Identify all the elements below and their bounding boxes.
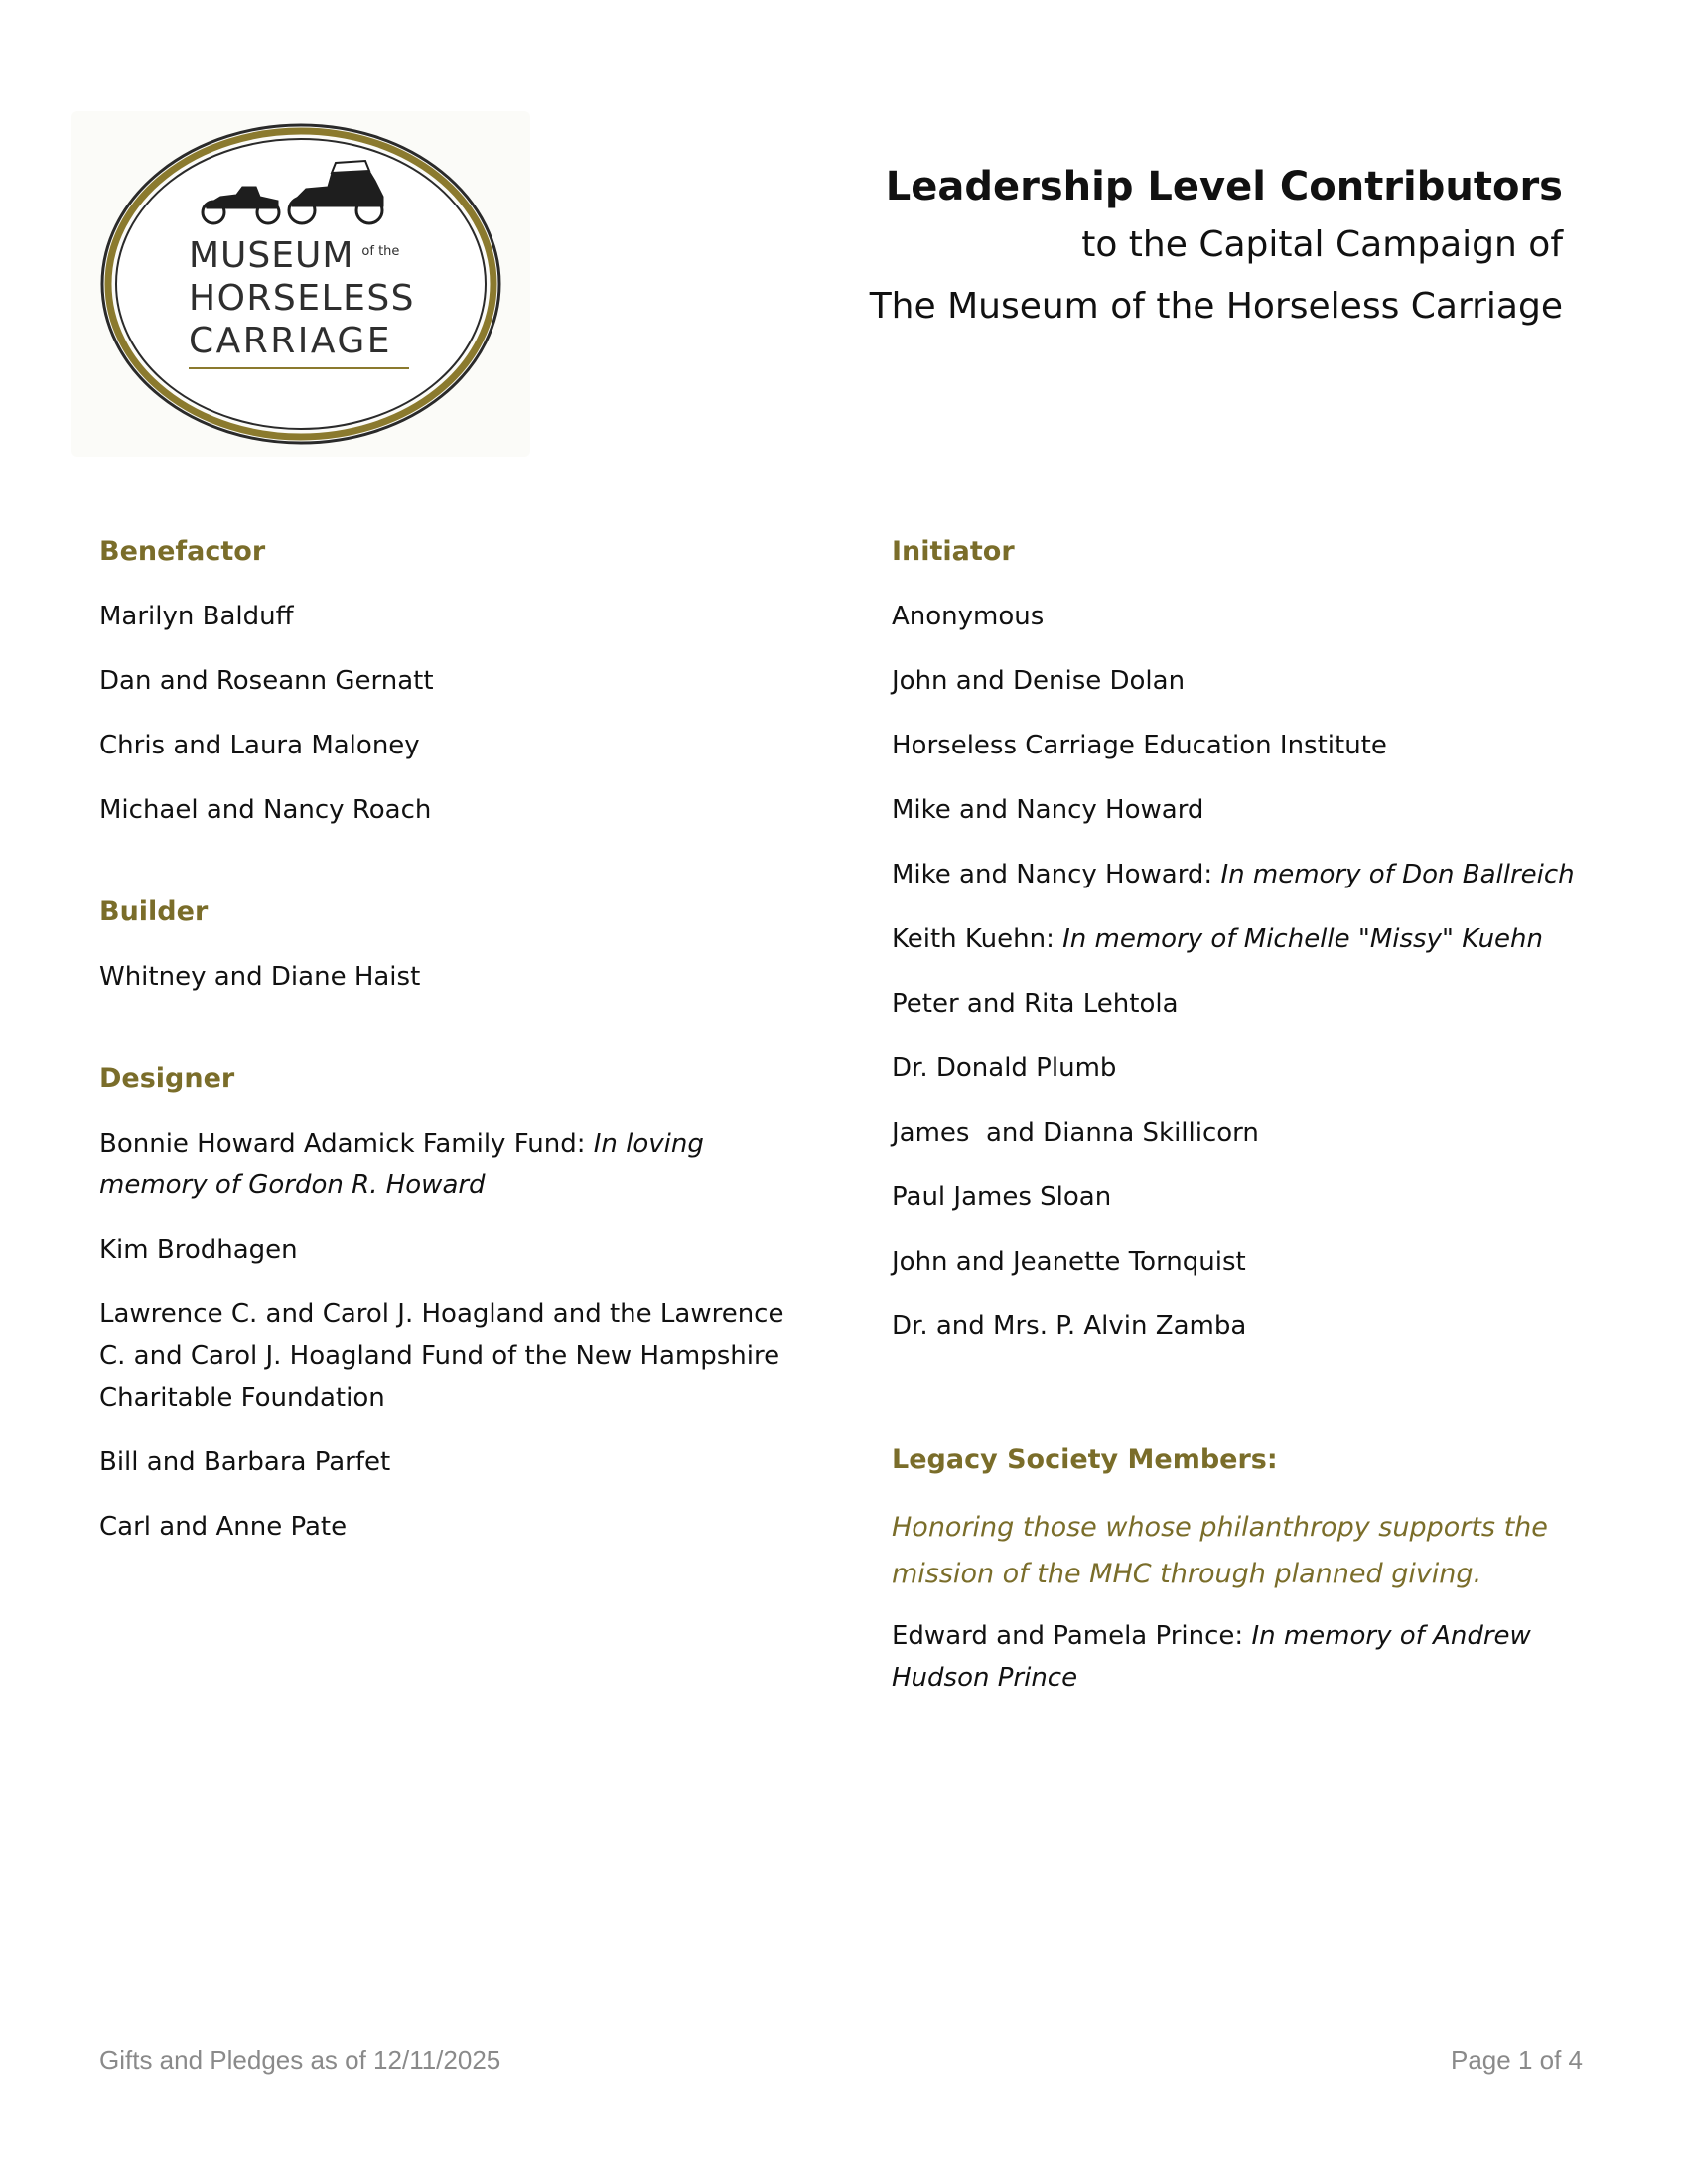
section-title-initiator: Initiator — [892, 536, 1015, 567]
page-subtitle-1: to the Capital Campaign of — [1081, 224, 1563, 265]
logo-text-museum: MUSEUM $^{of the}$ — [189, 235, 400, 276]
list-item: Horseless Carriage Education Institute — [892, 731, 1387, 760]
section-title-legacy: Legacy Society Members: — [892, 1444, 1278, 1475]
page-number: Page 1 of 4 — [1451, 2045, 1583, 2075]
builder-section — [99, 892, 794, 998]
initiator-section — [892, 532, 1587, 1347]
logo-text-of-the: of the — [361, 244, 400, 259]
page-title: Leadership Level Contributors — [885, 164, 1563, 209]
section-title-designer: Designer — [99, 1063, 235, 1094]
list-item: Marilyn Balduff — [99, 602, 294, 631]
list-item: Chris and Laura Maloney — [99, 731, 420, 760]
list-item: Carl and Anne Pate — [99, 1512, 348, 1542]
logo-underline — [189, 367, 409, 369]
designer-section — [99, 1059, 794, 1548]
list-item: James and Dianna Skillicorn — [892, 1118, 1259, 1148]
benefactor-section — [99, 532, 794, 831]
list-item: Lawrence C. and Carol J. Hoagland and the Lawrence C. and Carol J. Hoagland Fund of the New Hampshire Charitable Foundation — [99, 1299, 784, 1413]
memory-note: In memory of Michelle "Missy" Kuehn — [1062, 924, 1543, 954]
memory-note: In memory of Don Ballreich — [1220, 860, 1575, 889]
legacy-section — [892, 1440, 1587, 1699]
list-item: Michael and Nancy Roach — [99, 795, 432, 825]
list-item: Mike and Nancy Howard — [892, 795, 1204, 825]
section-title-builder: Builder — [99, 896, 209, 927]
right-column — [892, 532, 1587, 1760]
footer-date: Gifts and Pledges as of 12/11/2025 — [99, 2045, 501, 2075]
list-item: John and Denise Dolan — [892, 666, 1186, 696]
list-item: Keith Kuehn: In memory of Michelle "Missy" Kuehn — [892, 924, 1543, 954]
list-item: Whitney and Diane Haist — [99, 962, 421, 992]
section-title-benefactor: Benefactor — [99, 536, 266, 567]
logo-text-carriage: CARRIAGE — [189, 321, 393, 361]
list-item: Bonnie Howard Adamick Family Fund: In loving memory of Gordon R. Howard — [99, 1129, 704, 1200]
memory-note: In loving memory of Gordon R. Howard — [99, 1129, 704, 1200]
list-item: Peter and Rita Lehtola — [892, 989, 1179, 1019]
list-item: Dr. and Mrs. P. Alvin Zamba — [892, 1311, 1247, 1341]
list-item: Anonymous — [892, 602, 1045, 631]
page-header — [870, 159, 1563, 338]
list-item: Bill and Barbara Parfet — [99, 1447, 391, 1477]
page-subtitle-2: The Museum of the Horseless Carriage — [869, 286, 1563, 327]
list-item: Edward and Pamela Prince: In memory of Andrew Hudson Prince — [892, 1621, 1531, 1693]
museum-logo — [71, 111, 530, 457]
left-column — [99, 532, 794, 1609]
memory-note: In memory of Andrew Hudson Prince — [892, 1621, 1531, 1693]
list-item: Kim Brodhagen — [99, 1235, 298, 1265]
list-item: Mike and Nancy Howard: In memory of Don Ballreich — [892, 860, 1575, 889]
legacy-description: Honoring those whose philanthropy supports the mission of the MHC through planned giving. — [892, 1512, 1548, 1589]
list-item: Paul James Sloan — [892, 1182, 1112, 1212]
list-item: Dan and Roseann Gernatt — [99, 666, 434, 696]
list-item: Dr. Donald Plumb — [892, 1053, 1117, 1083]
list-item: John and Jeanette Tornquist — [892, 1247, 1246, 1277]
logo-text-horseless: HORSELESS — [189, 278, 416, 319]
